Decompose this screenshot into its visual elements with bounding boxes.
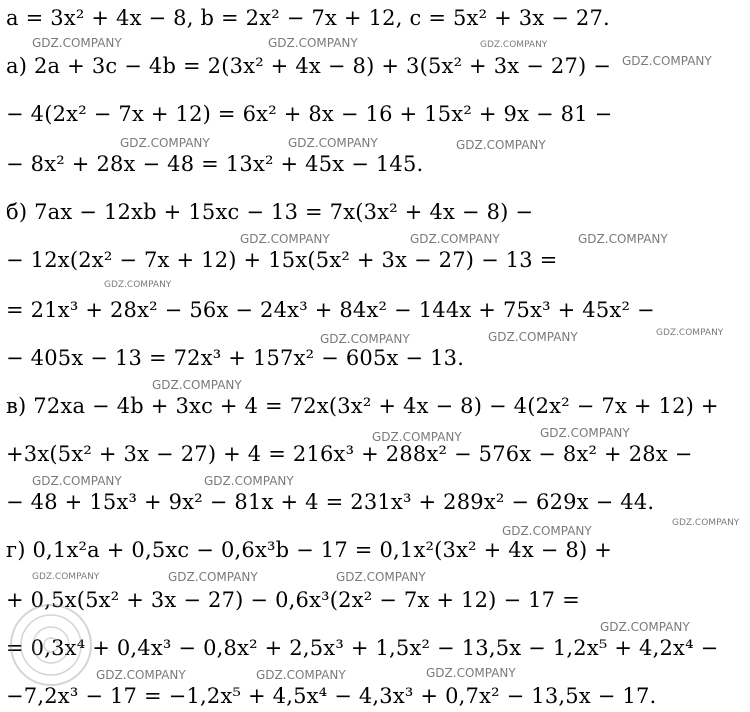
watermark: GDZ.COMPANY xyxy=(372,430,462,444)
watermark: GDZ.COMPANY xyxy=(168,570,258,584)
part-g-line-3: = 0,3x⁴ + 0,4x³ − 0,8x² + 2,5x³ + 1,5x² − 13,5x − 1,2x⁵ + 4,2x⁴ − xyxy=(6,636,719,660)
watermark: GDZ.COMPANY xyxy=(256,668,346,682)
watermark-seal-icon xyxy=(6,600,96,690)
part-v-line-2: +3x(5x² + 3x − 27) + 4 = 216x³ + 288x² − 576x − 8x² + 28x − xyxy=(6,442,693,466)
definitions-line: a = 3x² + 4x − 8, b = 2x² − 7x + 12, c = 5x² + 3x − 27. xyxy=(6,6,610,30)
watermark: GDZ.COMPANY xyxy=(152,378,242,392)
watermark: GDZ.COMPANY xyxy=(320,332,410,346)
watermark: GDZ.COMPANY xyxy=(456,138,546,152)
part-v-line-1: в) 72xa − 4b + 3xc + 4 = 72x(3x² + 4x − 8) − 4(2x² − 7x + 12) + xyxy=(6,394,719,418)
watermark: GDZ.COMPANY xyxy=(502,524,592,538)
watermark: GDZ.COMPANY xyxy=(32,572,100,582)
watermark: GDZ.COMPANY xyxy=(488,330,578,344)
watermark: GDZ.COMPANY xyxy=(240,232,330,246)
watermark: GDZ.COMPANY xyxy=(600,620,690,634)
watermark: GDZ.COMPANY xyxy=(104,280,172,290)
part-g-line-2: + 0,5x(5x² + 3x − 27) − 0,6x³(2x² − 7x + 12) − 17 = xyxy=(6,588,580,612)
part-b-line-1: б) 7ax − 12xb + 15xc − 13 = 7x(3x² + 4x − 8) − xyxy=(6,200,534,224)
watermark: GDZ.COMPANY xyxy=(336,570,426,584)
part-g-line-1: г) 0,1x²a + 0,5xc − 0,6x³b − 17 = 0,1x²(3x² + 4x − 8) + xyxy=(6,538,613,562)
watermark: GDZ.COMPANY xyxy=(410,232,500,246)
part-g-line-4: −7,2x³ − 17 = −1,2x⁵ + 4,5x⁴ − 4,3x³ + 0,7x² − 13,5x − 17. xyxy=(6,684,657,708)
watermark: GDZ.COMPANY xyxy=(480,40,548,50)
watermark: GDZ.COMPANY xyxy=(32,474,122,488)
part-b-line-2: − 12x(2x² − 7x + 12) + 15x(5x² + 3x − 27) − 13 = xyxy=(6,248,558,272)
watermark: GDZ.COMPANY xyxy=(204,474,294,488)
watermark: GDZ.COMPANY xyxy=(288,136,378,150)
watermark: GDZ.COMPANY xyxy=(96,668,186,682)
part-a-line-1: а) 2a + 3c − 4b = 2(3x² + 4x − 8) + 3(5x² + 3x − 27) − xyxy=(6,54,612,78)
part-a-line-3: − 8x² + 28x − 48 = 13x² + 45x − 145. xyxy=(6,152,424,176)
watermark: GDZ.COMPANY xyxy=(32,36,122,50)
watermark: GDZ.COMPANY xyxy=(656,328,724,338)
watermark: GDZ.COMPANY xyxy=(268,36,358,50)
watermark: GDZ.COMPANY xyxy=(426,666,516,680)
part-a-line-2: − 4(2x² − 7x + 12) = 6x² + 8x − 16 + 15x² + 9x − 81 − xyxy=(6,102,613,126)
part-b-line-3: = 21x³ + 28x² − 56x − 24x³ + 84x² − 144x + 75x³ + 45x² − xyxy=(6,298,655,322)
part-b-line-4: − 405x − 13 = 72x³ + 157x² − 605x − 13. xyxy=(6,346,465,370)
watermark: GDZ.COMPANY xyxy=(540,426,630,440)
watermark: GDZ.COMPANY xyxy=(622,54,712,68)
watermark: GDZ.COMPANY xyxy=(120,136,210,150)
part-v-line-3: − 48 + 15x³ + 9x² − 81x + 4 = 231x³ + 289x² − 629x − 44. xyxy=(6,490,655,514)
watermark: GDZ.COMPANY xyxy=(578,232,668,246)
watermark: GDZ.COMPANY xyxy=(672,518,740,528)
